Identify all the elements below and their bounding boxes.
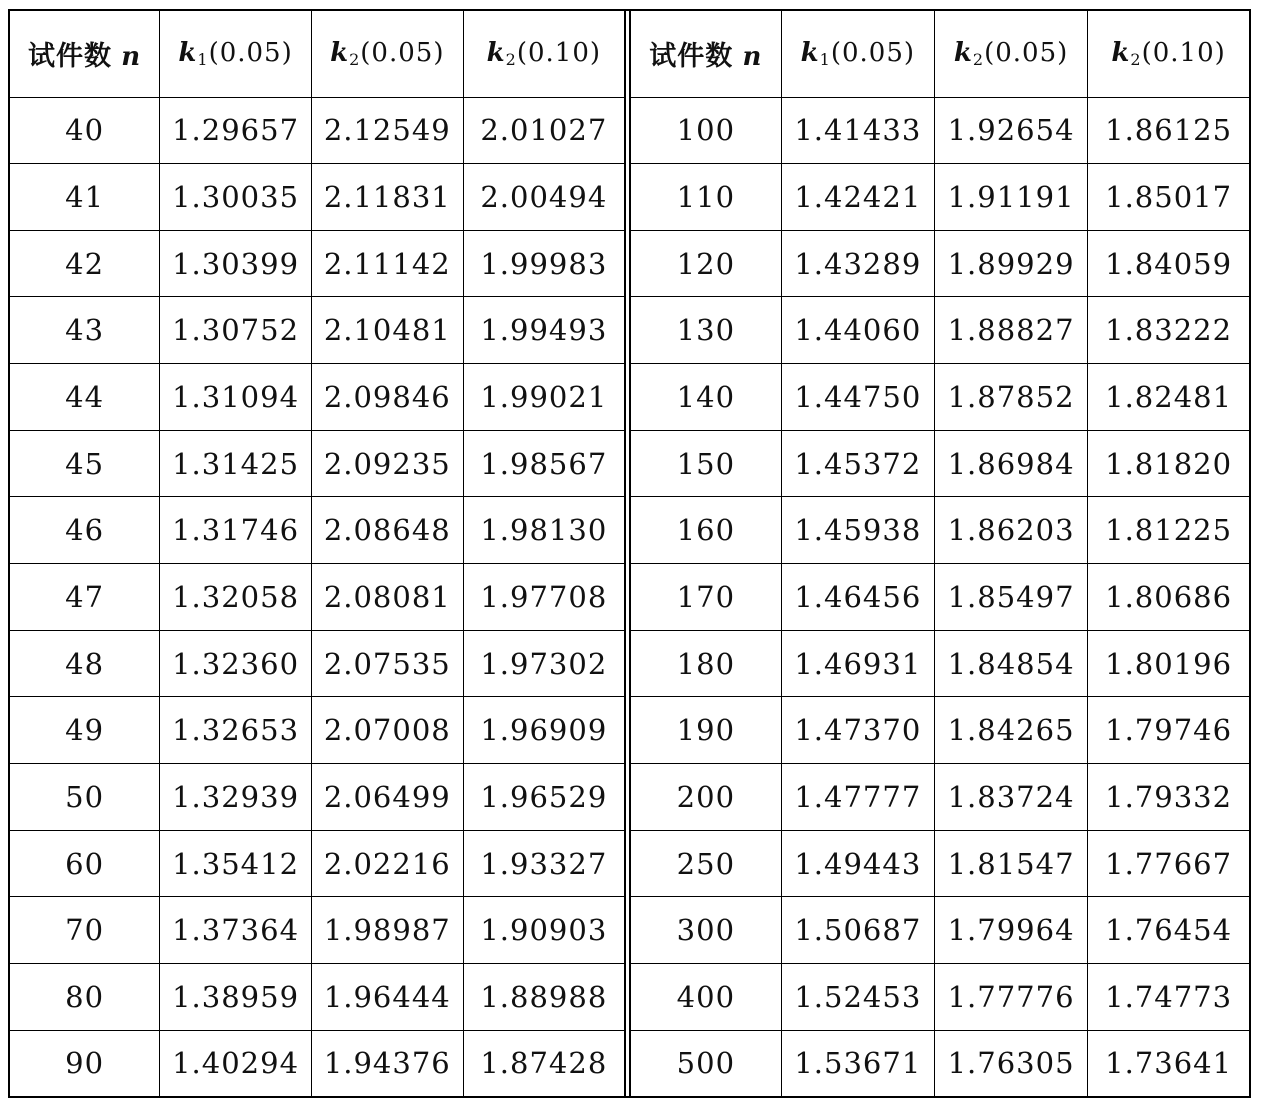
cell-k1-005: 1.47370 — [781, 697, 934, 764]
table-row — [630, 97, 1249, 164]
cell-k1-005: 1.30035 — [160, 164, 312, 231]
cell-k2-005: 1.86984 — [934, 430, 1087, 497]
cell-n: 45 — [10, 430, 160, 497]
cell-k1-005: 1.30399 — [160, 230, 312, 297]
cell-n: 150 — [630, 430, 781, 497]
cell-k1-005: 1.32058 — [160, 564, 312, 631]
cell-k2-010: 1.80196 — [1088, 630, 1249, 697]
table-row — [10, 297, 625, 364]
cell-k2-010: 1.99021 — [463, 364, 625, 431]
header-k1-005: $k_1(0.05)$ — [160, 11, 312, 97]
cell-k1-005: 1.44750 — [781, 364, 934, 431]
cell-k2-005: 2.08081 — [311, 564, 463, 631]
cell-k2-005: 2.02216 — [311, 830, 463, 897]
cell-k2-005: 2.10481 — [311, 297, 463, 364]
cell-n: 60 — [10, 830, 160, 897]
table-row — [10, 97, 625, 164]
table-row — [630, 630, 1249, 697]
cell-k1-005: 1.45372 — [781, 430, 934, 497]
cell-k2-010: 1.88988 — [463, 964, 625, 1031]
table-row — [630, 897, 1249, 964]
cell-k2-005: 1.84854 — [934, 630, 1087, 697]
cell-n: 130 — [630, 297, 781, 364]
cell-n: 120 — [630, 230, 781, 297]
table-row — [10, 497, 625, 564]
cell-k2-010: 1.84059 — [1088, 230, 1249, 297]
cell-k1-005: 1.31094 — [160, 364, 312, 431]
cell-k1-005: 1.42421 — [781, 164, 934, 231]
table-row — [10, 897, 625, 964]
cell-k2-010: 1.85017 — [1088, 164, 1249, 231]
cell-k2-005: 2.06499 — [311, 764, 463, 831]
cell-k2-005: 1.83724 — [934, 764, 1087, 831]
cell-k2-010: 1.76454 — [1088, 897, 1249, 964]
cell-n: 400 — [630, 964, 781, 1031]
cell-n: 42 — [10, 230, 160, 297]
cell-k2-005: 1.94376 — [311, 1030, 463, 1096]
cell-k2-005: 2.09846 — [311, 364, 463, 431]
cell-k2-005: 2.07535 — [311, 630, 463, 697]
cell-k2-010: 1.96529 — [463, 764, 625, 831]
cell-k2-005: 1.89929 — [934, 230, 1087, 297]
table-row — [10, 164, 625, 231]
table-row — [630, 364, 1249, 431]
cell-k1-005: 1.32653 — [160, 697, 312, 764]
table-row — [630, 764, 1249, 831]
cell-k2-010: 1.73641 — [1088, 1030, 1249, 1096]
cell-k1-005: 1.49443 — [781, 830, 934, 897]
cell-k2-010: 1.93327 — [463, 830, 625, 897]
cell-n: 43 — [10, 297, 160, 364]
cell-n: 300 — [630, 897, 781, 964]
table-row — [630, 497, 1249, 564]
cell-n: 47 — [10, 564, 160, 631]
right-table-body — [630, 97, 1249, 1096]
header-k2-010: $k_2(0.10)$ — [1088, 11, 1249, 97]
cell-k1-005: 1.43289 — [781, 230, 934, 297]
table-row — [10, 364, 625, 431]
cell-k1-005: 1.52453 — [781, 964, 934, 1031]
cell-n: 200 — [630, 764, 781, 831]
cell-n: 48 — [10, 630, 160, 697]
cell-k1-005: 1.31746 — [160, 497, 312, 564]
cell-k2-010: 1.97708 — [463, 564, 625, 631]
cell-k1-005: 1.41433 — [781, 97, 934, 164]
cell-k2-005: 1.87852 — [934, 364, 1087, 431]
cell-k2-005: 1.76305 — [934, 1030, 1087, 1096]
cell-k2-005: 1.81547 — [934, 830, 1087, 897]
cell-k2-010: 1.80686 — [1088, 564, 1249, 631]
cell-k2-010: 1.86125 — [1088, 97, 1249, 164]
cell-k1-005: 1.32939 — [160, 764, 312, 831]
cell-n: 49 — [10, 697, 160, 764]
cell-k2-010: 1.90903 — [463, 897, 625, 964]
cell-n: 140 — [630, 364, 781, 431]
cell-k2-005: 1.96444 — [311, 964, 463, 1031]
cell-k1-005: 1.37364 — [160, 897, 312, 964]
cell-k1-005: 1.29657 — [160, 97, 312, 164]
table-row — [630, 297, 1249, 364]
header-row — [10, 11, 625, 97]
cell-k2-005: 2.07008 — [311, 697, 463, 764]
header-k2-005: $k_2(0.05)$ — [934, 11, 1087, 97]
cell-k2-005: 1.98987 — [311, 897, 463, 964]
header-row — [630, 11, 1249, 97]
cell-n: 110 — [630, 164, 781, 231]
cell-n: 44 — [10, 364, 160, 431]
cell-n: 190 — [630, 697, 781, 764]
cell-k2-010: 2.00494 — [463, 164, 625, 231]
cell-k2-010: 1.77667 — [1088, 830, 1249, 897]
cell-k1-005: 1.31425 — [160, 430, 312, 497]
cell-k2-005: 1.85497 — [934, 564, 1087, 631]
table-row — [10, 964, 625, 1031]
cell-k1-005: 1.35412 — [160, 830, 312, 897]
table-row — [10, 630, 625, 697]
table-row — [630, 830, 1249, 897]
table-row — [10, 830, 625, 897]
cell-n: 160 — [630, 497, 781, 564]
cell-k1-005: 1.40294 — [160, 1030, 312, 1096]
cell-k2-010: 1.79332 — [1088, 764, 1249, 831]
cell-k2-005: 1.77776 — [934, 964, 1087, 1031]
cell-k2-005: 2.09235 — [311, 430, 463, 497]
cell-n: 100 — [630, 97, 781, 164]
cell-n: 80 — [10, 964, 160, 1031]
table-row — [10, 764, 625, 831]
table-row — [630, 430, 1249, 497]
cell-k1-005: 1.50687 — [781, 897, 934, 964]
cell-n: 170 — [630, 564, 781, 631]
header-k2-010: $k_2(0.10)$ — [463, 11, 625, 97]
cell-k1-005: 1.32360 — [160, 630, 312, 697]
cell-k2-010: 1.98567 — [463, 430, 625, 497]
cell-k2-010: 1.74773 — [1088, 964, 1249, 1031]
cell-k2-005: 1.86203 — [934, 497, 1087, 564]
cell-k2-010: 1.79746 — [1088, 697, 1249, 764]
cell-k1-005: 1.46931 — [781, 630, 934, 697]
cell-k2-010: 1.82481 — [1088, 364, 1249, 431]
cell-k1-005: 1.45938 — [781, 497, 934, 564]
cell-n: 41 — [10, 164, 160, 231]
table-row — [630, 697, 1249, 764]
cell-n: 250 — [630, 830, 781, 897]
cell-k2-005: 2.11831 — [311, 164, 463, 231]
cell-n: 180 — [630, 630, 781, 697]
cell-k2-005: 1.79964 — [934, 897, 1087, 964]
cell-k2-005: 2.08648 — [311, 497, 463, 564]
table-row — [630, 964, 1249, 1031]
cell-k2-010: 2.01027 — [463, 97, 625, 164]
cell-k2-010: 1.99493 — [463, 297, 625, 364]
cell-n: 90 — [10, 1030, 160, 1096]
header-specimen-count: 试件数 n — [10, 11, 160, 97]
table-row — [630, 1030, 1249, 1096]
cell-k2-010: 1.96909 — [463, 697, 625, 764]
table-row — [630, 164, 1249, 231]
cell-k2-010: 1.83222 — [1088, 297, 1249, 364]
cell-k1-005: 1.44060 — [781, 297, 934, 364]
table-right-half — [629, 11, 1249, 1096]
table-row — [10, 230, 625, 297]
header-k1-005: $k_1(0.05)$ — [781, 11, 934, 97]
cell-k2-010: 1.81820 — [1088, 430, 1249, 497]
header-specimen-count: 试件数 n — [630, 11, 781, 97]
cell-k1-005: 1.30752 — [160, 297, 312, 364]
cell-k1-005: 1.38959 — [160, 964, 312, 1031]
cell-k2-010: 1.98130 — [463, 497, 625, 564]
cell-k2-005: 2.11142 — [311, 230, 463, 297]
table-row — [10, 697, 625, 764]
cell-n: 70 — [10, 897, 160, 964]
cell-k2-010: 1.87428 — [463, 1030, 625, 1096]
cell-k2-005: 1.88827 — [934, 297, 1087, 364]
cell-k2-005: 2.12549 — [311, 97, 463, 164]
cell-k2-010: 1.81225 — [1088, 497, 1249, 564]
cell-n: 500 — [630, 1030, 781, 1096]
cell-n: 50 — [10, 764, 160, 831]
cell-n: 40 — [10, 97, 160, 164]
cell-k1-005: 1.46456 — [781, 564, 934, 631]
cell-n: 46 — [10, 497, 160, 564]
cell-k2-005: 1.92654 — [934, 97, 1087, 164]
table-row — [630, 230, 1249, 297]
table-row — [630, 564, 1249, 631]
cell-k1-005: 1.47777 — [781, 764, 934, 831]
table-row — [10, 564, 625, 631]
cell-k2-005: 1.91191 — [934, 164, 1087, 231]
cell-k1-005: 1.53671 — [781, 1030, 934, 1096]
cell-k2-010: 1.99983 — [463, 230, 625, 297]
table-left-half — [10, 11, 626, 1096]
left-table-body — [10, 97, 625, 1096]
header-k2-005: $k_2(0.05)$ — [311, 11, 463, 97]
table-row — [10, 430, 625, 497]
cell-k2-010: 1.97302 — [463, 630, 625, 697]
coefficient-table — [8, 9, 1251, 1098]
table-row — [10, 1030, 625, 1096]
cell-k2-005: 1.84265 — [934, 697, 1087, 764]
